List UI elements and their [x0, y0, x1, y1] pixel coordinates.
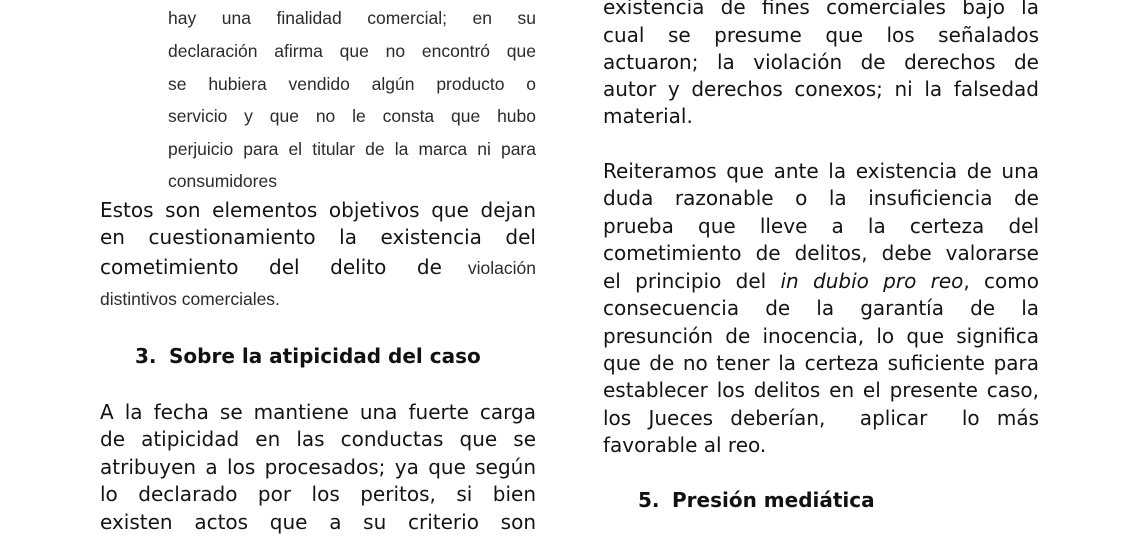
heading-number: 5.: [638, 488, 660, 512]
quote-line: declaración afirma que no encontró que: [168, 41, 536, 61]
text-line-italic: [603, 269, 1039, 293]
text-line: material.: [603, 104, 693, 128]
text-line: de atipicidad en las conductas que se: [100, 427, 536, 451]
text-segment: el principio del: [603, 269, 781, 293]
text-line: consecuencia de la garantía de la: [603, 296, 1039, 320]
section-heading-3: [135, 344, 481, 368]
text-line: que de no tener la certeza suficiente para: [603, 351, 1039, 375]
latin-phrase: in dubio pro reo: [780, 269, 964, 293]
text-segment: violación: [467, 258, 536, 278]
text-line: Estos son elementos objetivos que dejan: [100, 198, 536, 222]
heading-title: Presión mediática: [672, 488, 875, 512]
section-heading-5: [638, 488, 875, 512]
text-segment: , como: [963, 269, 1039, 293]
text-line-mixed: [100, 255, 536, 279]
right-column: [603, 0, 1039, 540]
text-line: existencia de fines comerciales bajo la: [603, 0, 1039, 19]
left-column: [100, 0, 536, 540]
text-line: A la fecha se mantiene una fuerte carga: [100, 400, 536, 424]
text-line: actuaron; la violación de derechos de: [603, 50, 1039, 74]
text-line: establecer los delitos en el presente caso,: [603, 378, 1039, 402]
text-line: en cuestionamiento la existencia del: [100, 225, 536, 249]
text-line: distintivos comerciales.: [100, 289, 280, 309]
text-line: Reiteramos que ante la existencia de una: [603, 159, 1039, 183]
text-line: favorable al reo.: [603, 433, 767, 457]
quote-line: servicio y que no le consta que hubo: [168, 106, 536, 126]
text-line: existen actos que a su criterio son: [100, 510, 536, 534]
heading-title: Sobre la atipicidad del caso: [169, 344, 481, 368]
text-line: cual se presume que los señalados: [603, 23, 1039, 47]
text-line: duda razonable o la insuficiencia de: [603, 186, 1039, 210]
text-line: lo declarado por los peritos, si bien: [100, 482, 536, 506]
heading-number: 3.: [135, 344, 157, 368]
text-line: los Jueces deberían, aplicar lo más: [603, 406, 1039, 430]
text-segment: cometimiento del delito de: [100, 255, 442, 279]
text-line: atribuyen a los procesados; ya que según: [100, 455, 536, 479]
text-line: autor y derechos conexos; ni la falsedad: [603, 77, 1039, 101]
quote-line: consumidores: [168, 171, 277, 191]
text-line: presunción de inocencia, lo que significa: [603, 324, 1039, 348]
quote-line: perjuicio para el titular de la marca ni para: [168, 139, 536, 159]
text-line: prueba que lleve a la certeza del: [603, 214, 1039, 238]
quote-line: hay una finalidad comercial; en su: [168, 8, 536, 28]
text-line: cometimiento de delitos, debe valorarse: [603, 241, 1039, 265]
quote-line: se hubiera vendido algún producto o: [168, 74, 536, 94]
